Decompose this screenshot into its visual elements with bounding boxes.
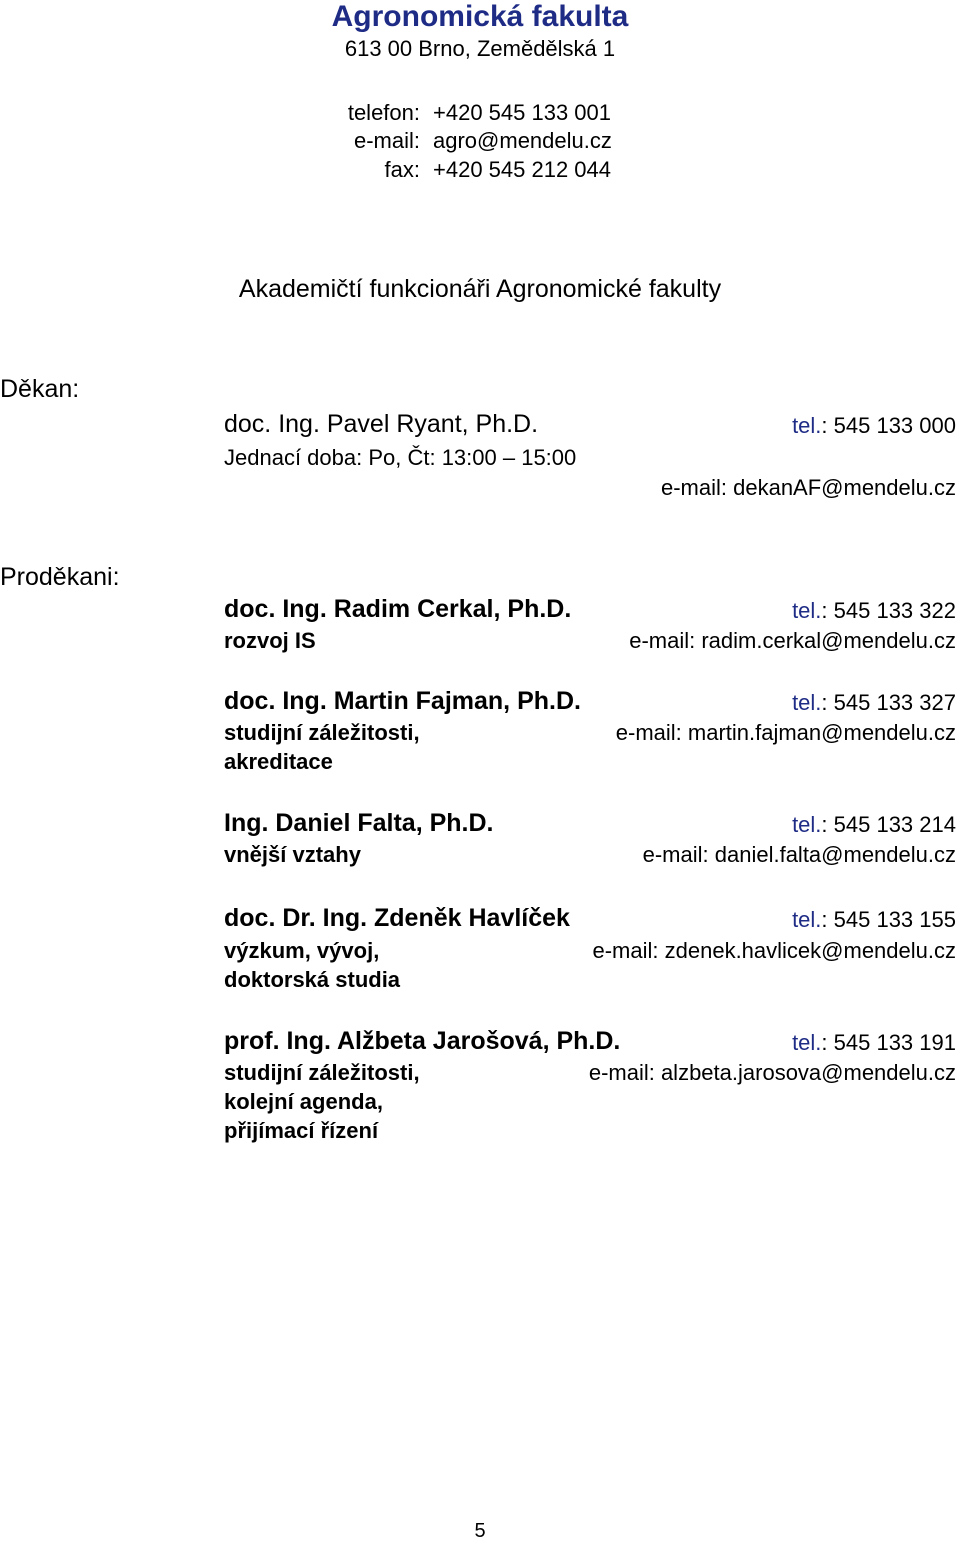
tel-label: tel. <box>792 812 822 837</box>
vice-dean-note: kolejní agenda, <box>224 1089 383 1114</box>
vice-dean-tel <box>0 812 956 838</box>
fax-value: +420 545 212 044 <box>433 157 612 182</box>
tel-label: tel. <box>792 690 822 715</box>
email-value[interactable]: agro@mendelu.cz <box>433 128 612 153</box>
tel-label: tel. <box>792 413 822 438</box>
vice-dean-tel <box>0 1030 956 1056</box>
fax-label: fax: <box>384 157 420 182</box>
dean-name: doc. Ing. Pavel Ryant, Ph.D. <box>224 410 539 438</box>
vice-dean-note: doktorská studia <box>224 967 401 992</box>
vice-dean-tel <box>0 598 956 624</box>
email-label: e-mail: <box>353 128 420 153</box>
faculty-title: Agronomická fakulta <box>331 0 629 33</box>
vice-dean-note: vnější vztahy <box>224 842 361 867</box>
vice-dean-name: doc. Ing. Martin Fajman, Ph.D. <box>224 687 581 715</box>
dean-role: Děkan: <box>0 375 80 403</box>
vice-dean-email[interactable]: e-mail: zdenek.havlicek@mendelu.cz <box>592 938 956 963</box>
tel-label: tel. <box>792 1030 822 1055</box>
vice-dean-note: akreditace <box>224 749 333 774</box>
phone-label: telefon: <box>347 100 420 125</box>
tel-number: : 545 133 191 <box>821 1030 956 1055</box>
tel-number: : 545 133 214 <box>821 812 956 837</box>
dean-tel <box>0 413 956 439</box>
vice-dean-name: doc. Ing. Radim Cerkal, Ph.D. <box>224 595 572 623</box>
tel-number: : 545 133 000 <box>821 413 956 438</box>
faculty-address: 613 00 Brno, Zemědělská 1 <box>344 36 616 61</box>
dean-hours: Jednací doba: Po, Čt: 13:00 – 15:00 <box>224 445 577 470</box>
tel-label: tel. <box>792 598 822 623</box>
tel-number: : 545 133 322 <box>821 598 956 623</box>
vice-dean-note: studijní záležitosti, <box>224 720 420 745</box>
vice-dean-name: Ing. Daniel Falta, Ph.D. <box>224 809 494 837</box>
vice-dean-note: výzkum, vývoj, <box>224 938 380 963</box>
tel-number: : 545 133 155 <box>821 907 956 932</box>
section-title: Akademičtí funkcionáři Agronomické fakulty <box>238 275 722 303</box>
vice-dean-tel <box>0 907 956 933</box>
tel-number: : 545 133 327 <box>821 690 956 715</box>
dean-email[interactable]: e-mail: dekanAF@mendelu.cz <box>660 475 956 500</box>
tel-label: tel. <box>792 907 822 932</box>
vice-dean-note: rozvoj IS <box>224 628 316 653</box>
vice-dean-tel <box>0 690 956 716</box>
vice-dean-note: studijní záležitosti, <box>224 1060 420 1085</box>
page-number: 5 <box>474 1520 486 1542</box>
vice-dean-email[interactable]: e-mail: martin.fajman@mendelu.cz <box>615 720 956 745</box>
vice-deans-role: Proděkani: <box>0 563 120 591</box>
vice-dean-name: doc. Dr. Ing. Zdeněk Havlíček <box>224 904 570 932</box>
vice-dean-note: přijímací řízení <box>224 1118 379 1143</box>
phone-value: +420 545 133 001 <box>433 100 612 125</box>
vice-dean-email[interactable]: e-mail: alzbeta.jarosova@mendelu.cz <box>588 1060 956 1085</box>
vice-dean-name: prof. Ing. Alžbeta Jarošová, Ph.D. <box>224 1027 621 1055</box>
vice-dean-email[interactable]: e-mail: radim.cerkal@mendelu.cz <box>629 628 956 653</box>
vice-dean-email[interactable]: e-mail: daniel.falta@mendelu.cz <box>642 842 956 867</box>
